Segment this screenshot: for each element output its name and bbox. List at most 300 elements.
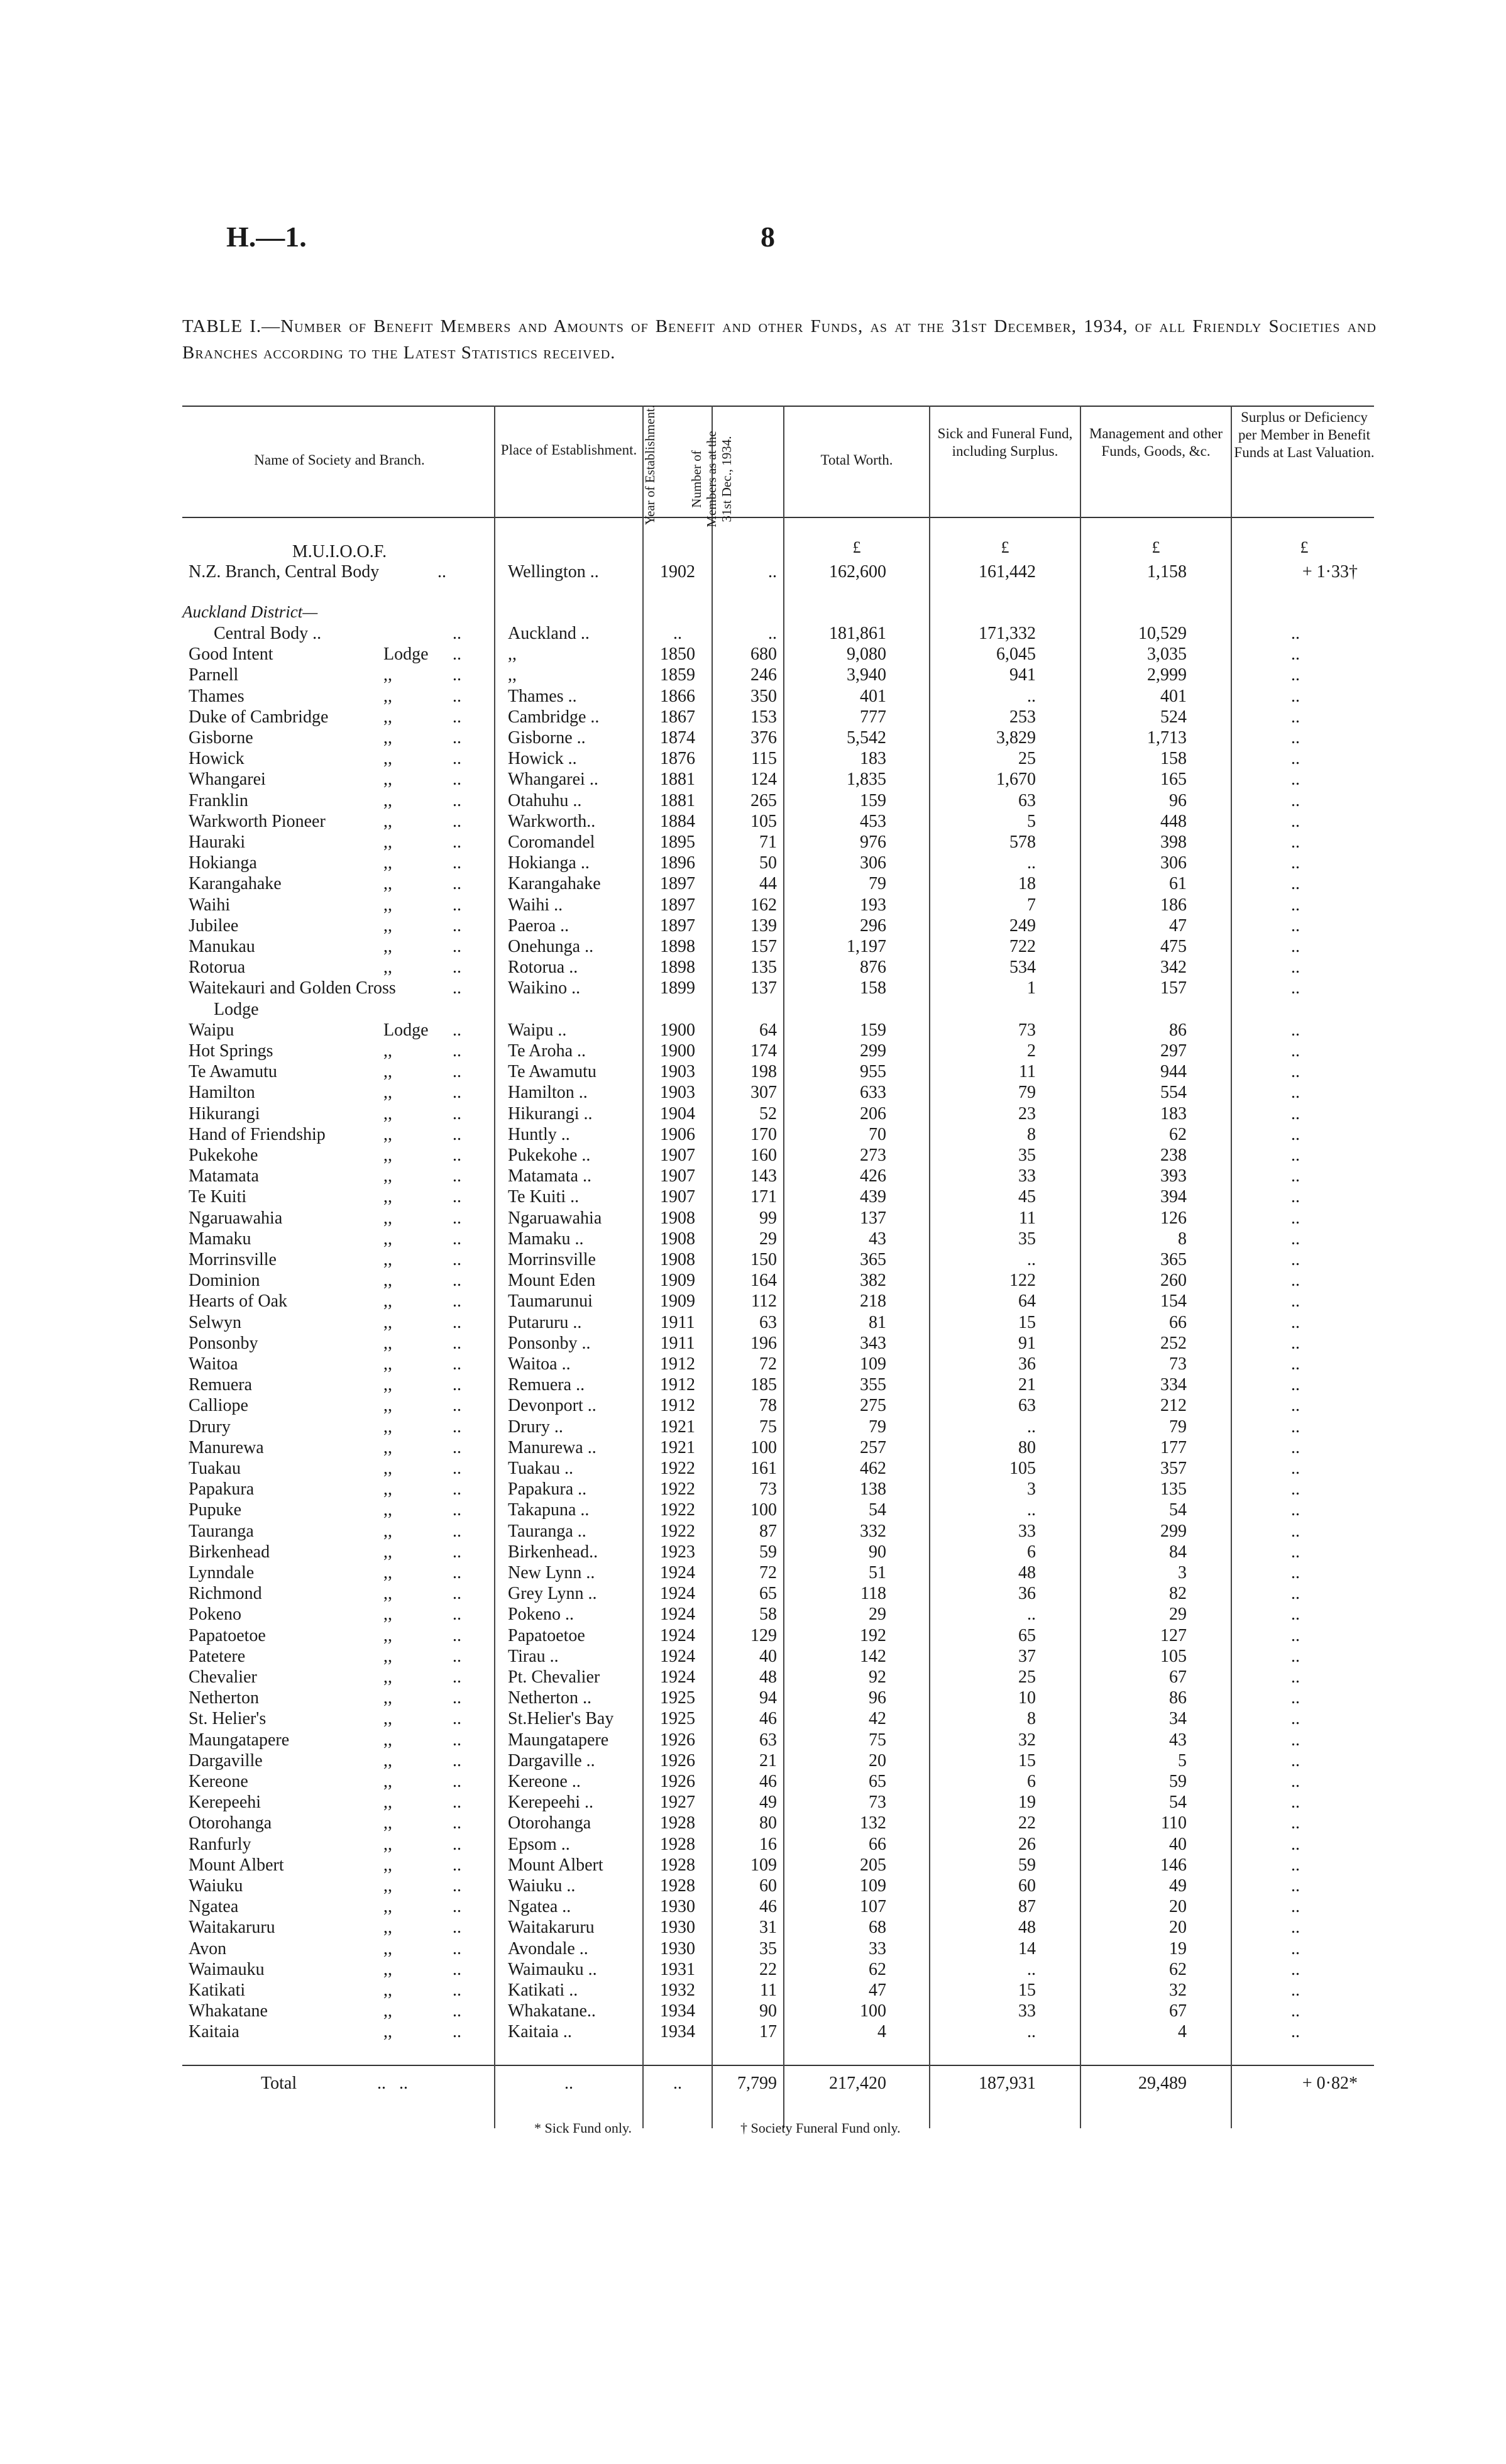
row-surplus: .. bbox=[1291, 1166, 1300, 1186]
row-place: Katikati .. bbox=[508, 1981, 578, 2000]
row-members: 90 bbox=[759, 2001, 777, 2021]
row-members: 129 bbox=[750, 1626, 777, 1645]
row-sick-fund: 6 bbox=[1027, 1772, 1036, 1791]
row-name: Waitekauri and Golden Cross bbox=[189, 978, 396, 998]
leader-dots: .. bbox=[453, 1166, 461, 1186]
row-lodge: ,, bbox=[383, 874, 392, 893]
leader-dots: .. bbox=[453, 1146, 461, 1165]
row-sick-fund: .. bbox=[1027, 1500, 1036, 1520]
row-members: 65 bbox=[759, 1584, 777, 1603]
row-year: 1884 bbox=[660, 812, 695, 831]
row-name: Calliope bbox=[189, 1396, 248, 1415]
row-name: Waihi bbox=[189, 895, 231, 915]
row-year: 1928 bbox=[660, 1855, 695, 1875]
row-year: 1866 bbox=[660, 687, 695, 706]
row-surplus: .. bbox=[1291, 1438, 1300, 1457]
row-sick-fund: 722 bbox=[1009, 937, 1036, 956]
row-management: 29 bbox=[1169, 1605, 1187, 1624]
row-lodge: ,, bbox=[383, 1166, 392, 1186]
row-sick-fund: 122 bbox=[1009, 1271, 1036, 1290]
row-place: Te Kuiti .. bbox=[508, 1187, 580, 1207]
row-place: Drury .. bbox=[508, 1417, 563, 1437]
row-place: Hikurangi .. bbox=[508, 1104, 593, 1124]
row-place: Te Awamutu bbox=[508, 1062, 596, 1081]
row-name: Gisborne bbox=[189, 728, 253, 748]
row-sick-fund: 15 bbox=[1018, 1981, 1036, 2000]
leader-dots: .. bbox=[453, 791, 461, 810]
row-members: 135 bbox=[750, 958, 777, 977]
row-lodge: ,, bbox=[383, 1334, 392, 1353]
row-surplus: .. bbox=[1291, 1229, 1300, 1249]
row-total-worth: 79 bbox=[869, 1417, 886, 1437]
col-header-name: Name of Society and Branch. bbox=[254, 452, 425, 468]
total-surplus: + 0·82* bbox=[1302, 2074, 1358, 2093]
row-place: Waimauku .. bbox=[508, 1960, 597, 1979]
row-surplus: .. bbox=[1291, 1855, 1300, 1875]
row-total-worth: 20 bbox=[869, 1751, 886, 1771]
row-members: 44 bbox=[759, 874, 777, 893]
row-sick-fund: 91 bbox=[1018, 1334, 1036, 1353]
leader-dots: .. bbox=[453, 624, 461, 643]
row-total-worth: 365 bbox=[860, 1250, 886, 1269]
society-management: 1,158 bbox=[1147, 562, 1187, 582]
row-year: 1926 bbox=[660, 1730, 695, 1750]
row-surplus: .. bbox=[1291, 916, 1300, 936]
row-total-worth: 137 bbox=[860, 1208, 886, 1228]
row-year: 1876 bbox=[660, 749, 695, 768]
row-place: Huntly .. bbox=[508, 1125, 570, 1144]
row-lodge: ,, bbox=[383, 1375, 392, 1395]
row-total-worth: 132 bbox=[860, 1813, 886, 1833]
row-year: 1898 bbox=[660, 958, 695, 977]
row-management: 61 bbox=[1169, 874, 1187, 893]
row-place: Netherton .. bbox=[508, 1688, 591, 1708]
row-members: 48 bbox=[759, 1667, 777, 1687]
row-name: Lodge bbox=[214, 1000, 259, 1019]
footnote-star: * Sick Fund only. bbox=[534, 2120, 632, 2136]
unit-sick-fund: £ bbox=[1001, 538, 1009, 556]
row-management: 157 bbox=[1160, 978, 1187, 998]
row-management: 19 bbox=[1169, 1939, 1187, 1958]
leader-dots: .. bbox=[453, 1584, 461, 1603]
row-sick-fund: 48 bbox=[1018, 1918, 1036, 1937]
row-place: Coromandel bbox=[508, 832, 595, 852]
row-sick-fund: 33 bbox=[1018, 2001, 1036, 2021]
row-management: 5 bbox=[1178, 1751, 1187, 1771]
row-lodge: ,, bbox=[383, 1146, 392, 1165]
row-total-worth: 1,197 bbox=[847, 937, 886, 956]
row-total-worth: 439 bbox=[860, 1187, 886, 1207]
row-total-worth: 181,861 bbox=[829, 624, 886, 643]
row-year: 1926 bbox=[660, 1772, 695, 1791]
row-name: Hand of Friendship bbox=[189, 1125, 326, 1144]
row-year: 1907 bbox=[660, 1166, 695, 1186]
row-name: Pokeno bbox=[189, 1605, 241, 1624]
row-name: Waitakaruru bbox=[189, 1918, 275, 1937]
row-year: 1896 bbox=[660, 853, 695, 873]
row-members: 174 bbox=[750, 1041, 777, 1061]
total-management: 29,489 bbox=[1138, 2074, 1187, 2093]
leader-dots: .. bbox=[453, 958, 461, 977]
row-surplus: .. bbox=[1291, 1459, 1300, 1478]
row-name: Drury bbox=[189, 1417, 231, 1437]
row-sick-fund: 33 bbox=[1018, 1166, 1036, 1186]
row-members: 185 bbox=[750, 1375, 777, 1395]
leader-dots: .. bbox=[453, 812, 461, 831]
row-place: Rotorua .. bbox=[508, 958, 578, 977]
row-year: 1899 bbox=[660, 978, 695, 998]
row-name: Waipu bbox=[189, 1020, 234, 1040]
row-surplus: .. bbox=[1291, 1375, 1300, 1395]
row-name: Selwyn bbox=[189, 1313, 241, 1332]
row-total-worth: 65 bbox=[869, 1772, 886, 1791]
row-lodge: ,, bbox=[383, 853, 392, 873]
row-management: 554 bbox=[1160, 1083, 1187, 1102]
row-management: 49 bbox=[1169, 1876, 1187, 1896]
leader-dots: .. bbox=[453, 874, 461, 893]
leader-dots: .. bbox=[453, 1375, 461, 1395]
row-place: Taumarunui bbox=[508, 1291, 593, 1311]
row-surplus: .. bbox=[1291, 1083, 1300, 1102]
row-year: 1934 bbox=[660, 2001, 695, 2021]
row-sick-fund: 534 bbox=[1009, 958, 1036, 977]
row-lodge: ,, bbox=[383, 1855, 392, 1875]
row-total-worth: 159 bbox=[860, 791, 886, 810]
row-place: Karangahake bbox=[508, 874, 601, 893]
row-management: 20 bbox=[1169, 1897, 1187, 1916]
row-year: 1912 bbox=[660, 1375, 695, 1395]
row-year: 1928 bbox=[660, 1835, 695, 1854]
document-id: H.—1. bbox=[226, 221, 307, 253]
row-surplus: .. bbox=[1291, 1835, 1300, 1854]
row-year: 1898 bbox=[660, 937, 695, 956]
row-name: Tauranga bbox=[189, 1522, 254, 1541]
row-total-worth: 51 bbox=[869, 1563, 886, 1583]
row-sick-fund: 578 bbox=[1009, 832, 1036, 852]
row-sick-fund: 63 bbox=[1018, 791, 1036, 810]
row-surplus: .. bbox=[1291, 1751, 1300, 1771]
leader-dots: .. bbox=[453, 853, 461, 873]
leader-dots: .. bbox=[453, 770, 461, 789]
row-name: Hot Springs bbox=[189, 1041, 273, 1061]
row-name: Remuera bbox=[189, 1375, 253, 1395]
row-sick-fund: 253 bbox=[1009, 707, 1036, 727]
leader-dots: .. bbox=[453, 1730, 461, 1750]
row-sick-fund: 8 bbox=[1027, 1709, 1036, 1728]
row-name: Papatoetoe bbox=[189, 1626, 266, 1645]
row-surplus: .. bbox=[1291, 1187, 1300, 1207]
leader-dots: .. bbox=[453, 1563, 461, 1583]
row-total-worth: 109 bbox=[860, 1876, 886, 1896]
leader-dots: .. bbox=[453, 665, 461, 685]
society-members: .. bbox=[768, 562, 777, 582]
row-members: 46 bbox=[759, 1897, 777, 1916]
row-lodge: ,, bbox=[383, 812, 392, 831]
row-members: 60 bbox=[759, 1876, 777, 1896]
row-total-worth: 138 bbox=[860, 1479, 886, 1499]
row-place: Ponsonby .. bbox=[508, 1334, 591, 1353]
row-year: 1912 bbox=[660, 1354, 695, 1374]
row-total-worth: 29 bbox=[869, 1605, 886, 1624]
leader-dots: .. bbox=[453, 1041, 461, 1061]
leader-dots: .. bbox=[453, 1020, 461, 1040]
row-place: Ngatea .. bbox=[508, 1897, 571, 1916]
total-sick-fund: 187,931 bbox=[979, 2074, 1036, 2093]
row-surplus: .. bbox=[1291, 1918, 1300, 1937]
row-members: 35 bbox=[759, 1939, 777, 1958]
row-year: 1925 bbox=[660, 1709, 695, 1728]
row-name: Patetere bbox=[189, 1647, 246, 1666]
row-lodge: ,, bbox=[383, 2001, 392, 2021]
row-name: Jubilee bbox=[189, 916, 239, 936]
row-total-worth: 382 bbox=[860, 1271, 886, 1290]
row-surplus: .. bbox=[1291, 832, 1300, 852]
row-lodge: ,, bbox=[383, 728, 392, 748]
row-management: 73 bbox=[1169, 1354, 1187, 1374]
row-year: 1850 bbox=[660, 644, 695, 664]
row-place: Remuera .. bbox=[508, 1375, 585, 1395]
row-year: 1924 bbox=[660, 1667, 695, 1687]
row-management: 260 bbox=[1160, 1271, 1187, 1290]
row-place: Otahuhu .. bbox=[508, 791, 582, 810]
row-members: 112 bbox=[751, 1291, 777, 1311]
row-place: Otorohanga bbox=[508, 1813, 591, 1833]
row-name: Kaitaia bbox=[189, 2022, 239, 2041]
row-members: 376 bbox=[750, 728, 777, 748]
row-lodge: ,, bbox=[383, 1918, 392, 1937]
row-surplus: .. bbox=[1291, 1981, 1300, 2000]
column-rule bbox=[1080, 406, 1081, 2128]
row-place: Pokeno .. bbox=[508, 1605, 574, 1624]
row-surplus: .. bbox=[1291, 895, 1300, 915]
row-lodge: ,, bbox=[383, 1062, 392, 1081]
row-lodge: ,, bbox=[383, 1981, 392, 2000]
row-total-worth: 159 bbox=[860, 1020, 886, 1040]
leader-dots: .. bbox=[453, 1208, 461, 1228]
row-year: 1903 bbox=[660, 1062, 695, 1081]
row-name: Franklin bbox=[189, 791, 248, 810]
row-members: 246 bbox=[750, 665, 777, 685]
row-surplus: .. bbox=[1291, 1291, 1300, 1311]
row-place: Kerepeehi .. bbox=[508, 1793, 594, 1812]
row-sick-fund: .. bbox=[1027, 1417, 1036, 1437]
row-management: 66 bbox=[1169, 1313, 1187, 1332]
row-lodge: ,, bbox=[383, 1396, 392, 1415]
row-sick-fund: .. bbox=[1027, 1605, 1036, 1624]
leader-dots: .. bbox=[453, 1271, 461, 1290]
row-place: ,, bbox=[508, 665, 517, 685]
row-surplus: .. bbox=[1291, 1584, 1300, 1603]
society-place: Wellington .. bbox=[508, 562, 599, 582]
row-members: 40 bbox=[759, 1647, 777, 1666]
row-lodge: ,, bbox=[383, 1584, 392, 1603]
table-title-text: Number of Benefit Members and Amounts of Benefit and other Funds, as at the 31st December, 1934, of all Friendly Societies and Branches according to the Latest Statistics received. bbox=[182, 316, 1377, 363]
row-members: 52 bbox=[759, 1104, 777, 1124]
row-members: 16 bbox=[759, 1835, 777, 1854]
row-lodge: ,, bbox=[383, 665, 392, 685]
row-name: Richmond bbox=[189, 1584, 262, 1603]
row-total-worth: 876 bbox=[860, 958, 886, 977]
leader-dots: .. bbox=[453, 1083, 461, 1102]
total-top-rule bbox=[182, 2065, 1374, 2066]
row-sick-fund: 22 bbox=[1018, 1813, 1036, 1833]
row-place: Waikino .. bbox=[508, 978, 581, 998]
row-place: Waitakaruru bbox=[508, 1918, 595, 1937]
row-name: Lynndale bbox=[189, 1563, 255, 1583]
row-year: 1909 bbox=[660, 1271, 695, 1290]
row-year: 1930 bbox=[660, 1918, 695, 1937]
row-year: 1903 bbox=[660, 1083, 695, 1102]
row-total-worth: 257 bbox=[860, 1438, 886, 1457]
row-year: .. bbox=[673, 624, 682, 643]
row-lodge: ,, bbox=[383, 1688, 392, 1708]
row-total-worth: 633 bbox=[860, 1083, 886, 1102]
row-total-worth: 92 bbox=[869, 1667, 886, 1687]
row-members: 162 bbox=[750, 895, 777, 915]
row-management: 4 bbox=[1178, 2022, 1187, 2041]
row-surplus: .. bbox=[1291, 1772, 1300, 1791]
row-sick-fund: 11 bbox=[1019, 1062, 1036, 1081]
row-name: Ngaruawahia bbox=[189, 1208, 283, 1228]
row-place: Morrinsville bbox=[508, 1250, 596, 1269]
row-surplus: .. bbox=[1291, 728, 1300, 748]
row-sick-fund: 21 bbox=[1018, 1375, 1036, 1395]
column-rule bbox=[494, 406, 495, 2128]
row-year: 1931 bbox=[660, 1960, 695, 1979]
row-members: 157 bbox=[750, 937, 777, 956]
row-name: Hokianga bbox=[189, 853, 257, 873]
row-year: 1874 bbox=[660, 728, 695, 748]
row-name: Ngatea bbox=[189, 1897, 239, 1916]
row-surplus: .. bbox=[1291, 937, 1300, 956]
row-members: 143 bbox=[750, 1166, 777, 1186]
row-total-worth: 96 bbox=[869, 1688, 886, 1708]
row-sick-fund: .. bbox=[1027, 1960, 1036, 1979]
row-sick-fund: 1,670 bbox=[996, 770, 1036, 789]
row-place: Waitoa .. bbox=[508, 1354, 571, 1374]
row-name: Manukau bbox=[189, 937, 255, 956]
row-members: 63 bbox=[759, 1730, 777, 1750]
row-year: 1909 bbox=[660, 1291, 695, 1311]
row-year: 1924 bbox=[660, 1605, 695, 1624]
row-place: Waiuku .. bbox=[508, 1876, 576, 1896]
row-members: 137 bbox=[750, 978, 777, 998]
row-management: 158 bbox=[1160, 749, 1187, 768]
leader-dots: .. bbox=[453, 937, 461, 956]
leader-dots: .. bbox=[453, 1960, 461, 1979]
row-total-worth: 3,940 bbox=[847, 665, 886, 685]
row-members: 72 bbox=[759, 1563, 777, 1583]
row-management: 62 bbox=[1169, 1125, 1187, 1144]
row-place: Warkworth.. bbox=[508, 812, 596, 831]
row-total-worth: 275 bbox=[860, 1396, 886, 1415]
leader-dots: .. bbox=[453, 1542, 461, 1562]
row-management: 238 bbox=[1160, 1146, 1187, 1165]
row-lodge: ,, bbox=[383, 1709, 392, 1728]
leader-dots: .. bbox=[453, 1751, 461, 1771]
row-sick-fund: .. bbox=[1027, 2022, 1036, 2041]
row-name: Central Body .. bbox=[214, 624, 322, 643]
row-sick-fund: 65 bbox=[1018, 1626, 1036, 1645]
row-lodge: ,, bbox=[383, 958, 392, 977]
row-year: 1897 bbox=[660, 874, 695, 893]
row-total-worth: 218 bbox=[860, 1291, 886, 1311]
row-sick-fund: 171,332 bbox=[979, 624, 1036, 643]
row-name: Matamata bbox=[189, 1166, 259, 1186]
row-lodge: ,, bbox=[383, 1354, 392, 1374]
row-lodge: ,, bbox=[383, 770, 392, 789]
row-surplus: .. bbox=[1291, 853, 1300, 873]
row-total-worth: 273 bbox=[860, 1146, 886, 1165]
row-sick-fund: 5 bbox=[1027, 812, 1036, 831]
row-place: Papakura .. bbox=[508, 1479, 587, 1499]
row-surplus: .. bbox=[1291, 1334, 1300, 1353]
leader-dots: .. bbox=[453, 644, 461, 664]
row-management: 110 bbox=[1161, 1813, 1187, 1833]
row-place: Onehunga .. bbox=[508, 937, 594, 956]
row-sick-fund: 32 bbox=[1018, 1730, 1036, 1750]
row-management: 401 bbox=[1160, 687, 1187, 706]
row-sick-fund: .. bbox=[1027, 853, 1036, 873]
leader-dots: .. bbox=[453, 895, 461, 915]
row-sick-fund: 15 bbox=[1018, 1313, 1036, 1332]
society-year: 1902 bbox=[660, 562, 695, 582]
row-year: 1927 bbox=[660, 1793, 695, 1812]
leader-dots: .. bbox=[453, 728, 461, 748]
row-total-worth: 1,835 bbox=[847, 770, 886, 789]
header-bottom-rule bbox=[182, 517, 1374, 518]
row-members: 75 bbox=[759, 1417, 777, 1437]
row-lodge: ,, bbox=[383, 1605, 392, 1624]
row-sick-fund: 18 bbox=[1018, 874, 1036, 893]
row-place: New Lynn .. bbox=[508, 1563, 595, 1583]
leader-dots: .. bbox=[453, 2022, 461, 2041]
row-year: 1926 bbox=[660, 1751, 695, 1771]
row-total-worth: 777 bbox=[860, 707, 886, 727]
row-members: 80 bbox=[759, 1813, 777, 1833]
row-sick-fund: 105 bbox=[1009, 1459, 1036, 1478]
row-total-worth: 343 bbox=[860, 1334, 886, 1353]
row-name: Netherton bbox=[189, 1688, 259, 1708]
row-sick-fund: 14 bbox=[1018, 1939, 1036, 1958]
row-lodge: ,, bbox=[383, 1459, 392, 1478]
row-sick-fund: 8 bbox=[1027, 1125, 1036, 1144]
row-name: Waimauku bbox=[189, 1960, 265, 1979]
row-sick-fund: 6,045 bbox=[996, 644, 1036, 664]
district-heading: Auckland District— bbox=[182, 602, 318, 621]
row-management: 299 bbox=[1160, 1522, 1187, 1541]
row-total-worth: 43 bbox=[869, 1229, 886, 1249]
row-name: Chevalier bbox=[189, 1667, 257, 1687]
row-year: 1921 bbox=[660, 1417, 695, 1437]
row-name: Thames bbox=[189, 687, 245, 706]
row-place: Howick .. bbox=[508, 749, 577, 768]
leader-dots: .. bbox=[453, 1062, 461, 1081]
row-surplus: .. bbox=[1291, 1250, 1300, 1269]
leader-dots: .. bbox=[453, 1438, 461, 1457]
row-name: Howick bbox=[189, 749, 245, 768]
col-header-members: Number of Members as at the 31st Dec., 1934. bbox=[689, 431, 734, 528]
row-surplus: .. bbox=[1291, 1146, 1300, 1165]
row-management: 212 bbox=[1160, 1396, 1187, 1415]
row-sick-fund: 37 bbox=[1018, 1647, 1036, 1666]
row-year: 1911 bbox=[660, 1334, 695, 1353]
leader-dots: .. bbox=[453, 1104, 461, 1124]
row-management: 82 bbox=[1169, 1584, 1187, 1603]
row-surplus: .. bbox=[1291, 1876, 1300, 1896]
row-place: Birkenhead.. bbox=[508, 1542, 598, 1562]
row-total-worth: 66 bbox=[869, 1835, 886, 1854]
